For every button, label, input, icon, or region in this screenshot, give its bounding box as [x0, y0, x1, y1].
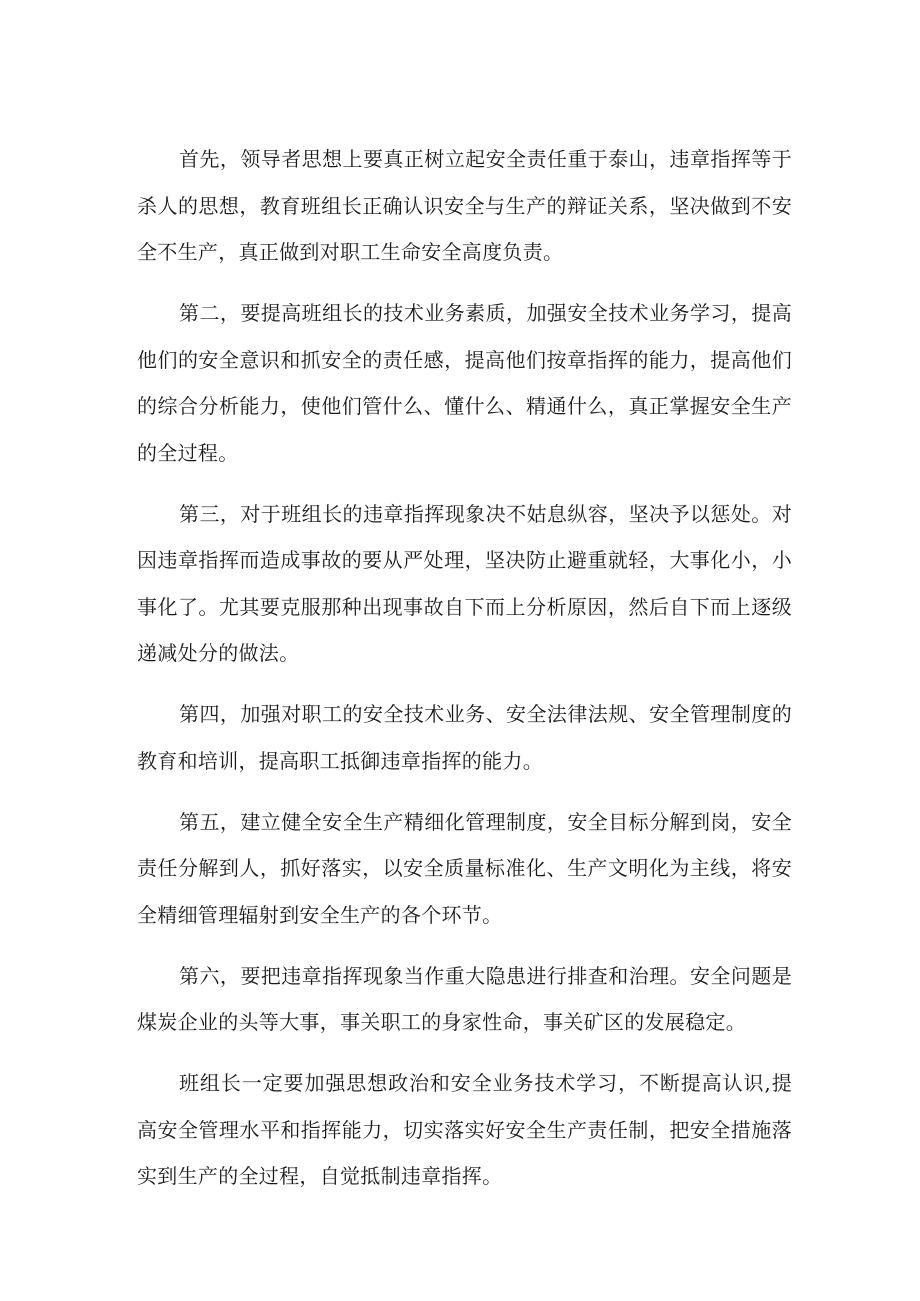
paragraph-6: 第六，要把违章指挥现象当作重大隐患进行排查和治理。安全问题是煤炭企业的头等大事，事关职工的身家性命，事关矿区的发展稳定。 — [137, 963, 792, 1034]
document-body — [137, 136, 792, 1214]
paragraph-4: 第四，加强对职工的安全技术业务、安全法律法规、安全管理制度的教育和培训，提高职工抵御违章指挥的能力。 — [137, 702, 792, 773]
paragraph-5: 第五，建立健全安全生产精细化管理制度，安全目标分解到岗，安全责任分解到人，抓好落实，以安全质量标准化、生产文明化为主线，将安全精细管理辐射到安全生产的各个环节。 — [137, 809, 792, 927]
paragraph-2: 第二，要提高班组长的技术业务素质，加强安全技术业务学习，提高他们的安全意识和抓安全的责任感，提高他们按章指挥的能力，提高他们的综合分析能力，使他们管什么、懂什么、精通什么，真正掌握安全生产的全过程。 — [137, 301, 792, 465]
paragraph-3: 第三，对于班组长的违章指挥现象决不姑息纵容，坚决予以惩处。对因违章指挥而造成事故的要从严处理，坚决防止避重就轻，大事化小，小事化了。尤其要克服那种出现事故自下而上分析原因，然后自下而上逐级递减处分的做法。 — [137, 501, 792, 665]
paragraph-1: 首先，领导者思想上要真正树立起安全责任重于泰山，违章指挥等于杀人的思想，教育班组长正确认识安全与生产的辩证关系，坚决做到不安全不生产，真正做到对职工生命安全高度负责。 — [137, 147, 792, 264]
paragraph-7: 班组长一定要加强思想政治和安全业务技术学习，不断提高认识,提高安全管理水平和指挥能力，切实落实好安全生产责任制，把安全措施落实到生产的全过程，自觉抵制违章指挥。 — [137, 1071, 792, 1188]
